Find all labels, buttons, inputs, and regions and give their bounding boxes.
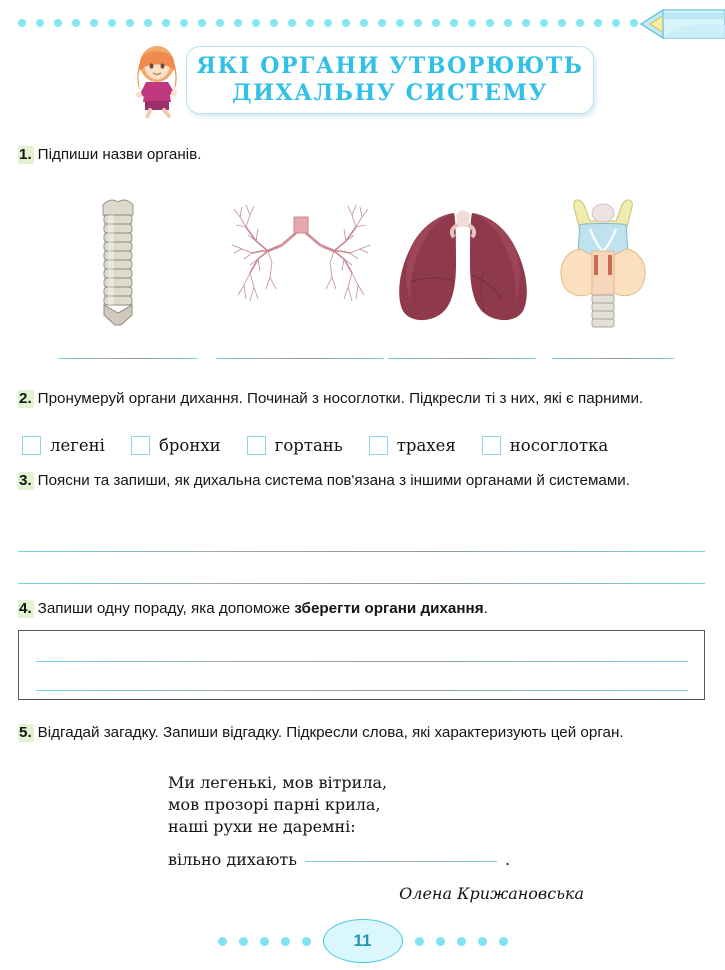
footer-dot — [415, 937, 424, 946]
checkbox-nosohlotka[interactable] — [482, 436, 501, 455]
decorative-dot — [126, 19, 134, 27]
decorative-dot — [576, 19, 584, 27]
poem-line-1: Ми легенькі, мов вітрила, — [168, 773, 388, 792]
task-1-answer-line-2[interactable] — [216, 358, 384, 359]
decorative-dot — [522, 19, 530, 27]
decorative-dot — [288, 19, 296, 27]
organ-figures-group — [18, 186, 707, 338]
checkbox-hortan[interactable] — [247, 436, 266, 455]
page-title-line-1: ЯКІ ОРГАНИ УТВОРЮЮТЬ — [196, 52, 584, 79]
page-title-plate — [186, 46, 594, 114]
footer-dot — [499, 937, 508, 946]
checkbox-label-hortan: гортань — [274, 435, 343, 455]
decorative-dot — [612, 19, 620, 27]
decorative-dot — [252, 19, 260, 27]
task-1-answer-line-1[interactable] — [58, 358, 198, 359]
task-4-heading — [18, 598, 707, 620]
pencil-icon — [637, 2, 725, 46]
decorative-dot — [306, 19, 314, 27]
decorative-dot — [180, 19, 188, 27]
decorative-dot — [396, 19, 404, 27]
decorative-dot — [558, 19, 566, 27]
decorative-dot — [378, 19, 386, 27]
decorative-dot — [504, 19, 512, 27]
task-1-answer-line-4[interactable] — [552, 358, 674, 359]
task-1-answer-line-3[interactable] — [388, 358, 536, 359]
checkbox-bronhy[interactable] — [131, 436, 150, 455]
decorative-dot — [72, 19, 80, 27]
task-3-answer-line-2[interactable] — [18, 583, 705, 584]
task-5-heading — [18, 722, 707, 744]
task-4-number: 4. — [19, 600, 32, 617]
task-2-option-item[interactable] — [22, 436, 105, 455]
decorative-dot — [486, 19, 494, 27]
checkbox-label-traheya: трахея — [396, 435, 456, 455]
task-1-heading — [18, 144, 707, 166]
decorative-dot — [162, 19, 170, 27]
footer-dot — [281, 937, 290, 946]
footer-dot — [260, 937, 269, 946]
footer-dot — [239, 937, 248, 946]
task-4-text-after: . — [483, 600, 488, 617]
decorative-dot — [594, 19, 602, 27]
task-5-number: 5. — [19, 724, 32, 741]
lungs-illustration — [368, 191, 558, 336]
trachea-illustration — [90, 193, 146, 338]
decorative-dot — [36, 19, 44, 27]
task-5-text: Відгадай загадку. Запиши відгадку. Підкресли слова, які характеризують цей орган. — [37, 724, 624, 741]
poem-author: Олена Крижановська — [399, 884, 584, 903]
task-4-text-bold: зберегти органи дихання — [294, 600, 484, 617]
decorative-dot — [324, 19, 332, 27]
task-2-option-item[interactable] — [369, 436, 456, 455]
decorative-dot — [18, 19, 26, 27]
task-2-heading — [18, 388, 707, 410]
checkbox-traheya[interactable] — [369, 436, 388, 455]
task-2-text: Пронумеруй органи дихання. Починай з носоглотки. Підкресли ті з них, які є парними. — [37, 390, 644, 407]
task-3-number: 3. — [19, 472, 32, 489]
poem-answer-row — [168, 849, 598, 871]
task-4-text-before: Запиши одну пораду, яка допоможе — [37, 600, 295, 617]
bronchi-illustration — [216, 193, 386, 338]
task-1-text: Підпиши назви органів. — [37, 146, 202, 163]
task-4-answer-line-2[interactable] — [36, 690, 688, 691]
decorative-dot — [468, 19, 476, 27]
task-2-option-item[interactable] — [482, 436, 608, 455]
decorative-dot — [270, 19, 278, 27]
poem-answer-blank[interactable] — [305, 861, 497, 862]
page-footer — [0, 918, 725, 964]
checkbox-legeni[interactable] — [22, 436, 41, 455]
poem-answer-prefix: вільно дихають — [168, 850, 297, 870]
task-3-heading — [18, 470, 707, 492]
top-dot-rule — [18, 16, 638, 30]
decorative-dot — [198, 19, 206, 27]
checkbox-label-legeni: легені — [50, 435, 105, 455]
girl-mascot-icon — [126, 42, 188, 118]
footer-dot — [457, 937, 466, 946]
decorative-dot — [360, 19, 368, 27]
decorative-dot — [216, 19, 224, 27]
footer-dot — [302, 937, 311, 946]
task-2-option-item[interactable] — [247, 436, 343, 455]
decorative-dot — [342, 19, 350, 27]
poem-line-3: наші рухи не даремні: — [168, 816, 356, 836]
decorative-dot — [540, 19, 548, 27]
task-1-number: 1. — [19, 146, 32, 163]
task-3-text: Поясни та запиши, як дихальна система пов'язана з іншими органами й системами. — [37, 472, 631, 489]
decorative-dot — [414, 19, 422, 27]
decorative-dot — [234, 19, 242, 27]
decorative-dot — [144, 19, 152, 27]
checkbox-label-nosohlotka: носоглотка — [509, 435, 609, 455]
page-title-line-2: ДИХАЛЬНУ СИСТЕМУ — [232, 80, 548, 106]
decorative-dot — [108, 19, 116, 27]
footer-dot — [218, 937, 227, 946]
footer-dot — [436, 937, 445, 946]
decorative-dot — [432, 19, 440, 27]
larynx-illustration — [548, 193, 658, 338]
decorative-dot — [54, 19, 62, 27]
decorative-dot — [90, 19, 98, 27]
task-2-number: 2. — [19, 390, 32, 407]
checkbox-label-bronhy: бронхи — [158, 435, 221, 455]
page-number: 11 — [323, 919, 403, 963]
decorative-dot — [450, 19, 458, 27]
riddle-poem — [168, 772, 598, 905]
footer-dot — [478, 937, 487, 946]
task-3-answer-line-1[interactable] — [18, 551, 705, 552]
task-4-answer-line-1[interactable] — [36, 661, 688, 662]
task-2-option-row — [22, 432, 712, 458]
poem-answer-suffix: . — [504, 850, 511, 870]
poem-line-2: мов прозорі парні крила, — [168, 794, 381, 814]
task-2-option-item[interactable] — [131, 436, 221, 455]
